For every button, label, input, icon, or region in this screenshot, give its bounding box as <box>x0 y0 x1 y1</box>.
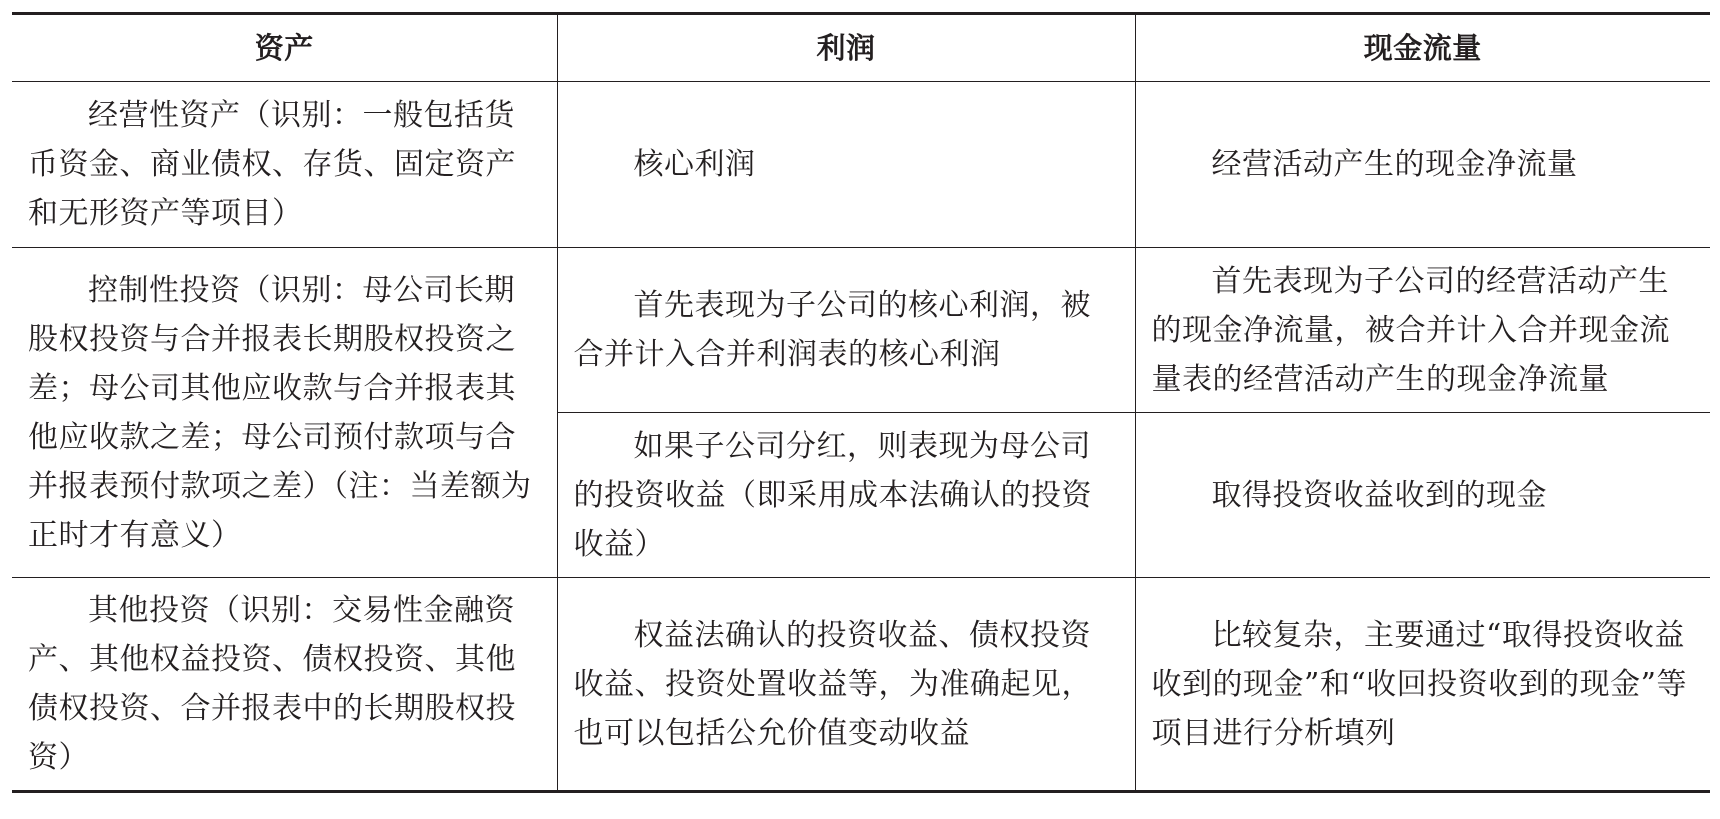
header-profit: 利润 <box>557 14 1135 82</box>
cell-other-investment: 其他投资（识别：交易性金融资产、其他权益投资、债权投资、其他债权投资、合并报表中的长期股权投资） <box>12 578 557 792</box>
header-cash-flow: 现金流量 <box>1135 14 1710 82</box>
cell-operating-assets: 经营性资产（识别：一般包括货币资金、商业债权、存货、固定资产和无形资产等项目） <box>12 82 557 248</box>
cell-other-investment-cash-flow: 比较复杂，主要通过“取得投资收益收到的现金”和“收回投资收到的现金”等项目进行分析填列 <box>1135 578 1710 792</box>
table-body <box>12 82 1710 792</box>
cell-investment-income-cash: 取得投资收益收到的现金 <box>1135 413 1710 578</box>
table-row <box>12 82 1710 248</box>
cell-equity-method-income: 权益法确认的投资收益、债权投资收益、投资处置收益等，为准确起见，也可以包括公允价值变动收益 <box>557 578 1135 792</box>
cell-subsidiary-core-profit: 首先表现为子公司的核心利润，被合并计入合并利润表的核心利润 <box>557 248 1135 413</box>
header-asset: 资产 <box>12 14 557 82</box>
cell-core-profit: 核心利润 <box>557 82 1135 248</box>
table-row <box>12 578 1710 792</box>
asset-profit-cashflow-table-container <box>12 12 1710 793</box>
table-row <box>12 248 1710 413</box>
table-header <box>12 14 1710 82</box>
cell-dividend-investment-income: 如果子公司分红，则表现为母公司的投资收益（即采用成本法确认的投资收益） <box>557 413 1135 578</box>
cell-controlling-investment: 控制性投资（识别：母公司长期股权投资与合并报表长期股权投资之差；母公司其他应收款与合并报表其他应收款之差；母公司预付款项与合并报表预付款项之差）（注：当差额为正时才有意义） <box>12 248 557 578</box>
cell-subsidiary-operating-cash-flow: 首先表现为子公司的经营活动产生的现金净流量，被合并计入合并现金流量表的经营活动产生的现金净流量 <box>1135 248 1710 413</box>
cell-operating-cash-flow: 经营活动产生的现金净流量 <box>1135 82 1710 248</box>
asset-profit-cashflow-table <box>12 12 1710 793</box>
header-row <box>12 14 1710 82</box>
